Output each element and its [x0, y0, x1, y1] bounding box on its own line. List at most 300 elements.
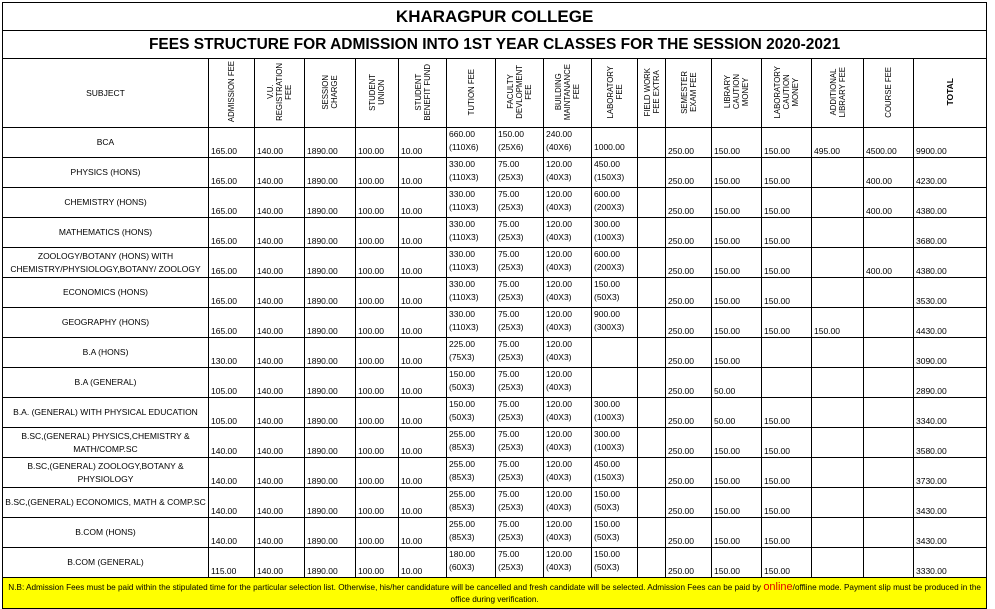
tution-cell: [447, 128, 496, 158]
course-cell: [864, 458, 914, 488]
tution-line: (110X6): [449, 142, 479, 152]
labcaution-cell: 150.00: [762, 218, 812, 248]
tution-line: 330.00: [449, 279, 475, 289]
admission-cell: 140.00: [209, 518, 255, 548]
addlib-cell: [812, 458, 864, 488]
tution-line: (85X3): [449, 532, 475, 542]
lab-line: 600.00: [594, 249, 620, 259]
column-header-line: ADDITIONAL: [828, 68, 838, 116]
course-cell: 4500.00: [864, 128, 914, 158]
tution-line: (110X3): [449, 262, 479, 272]
addlib-cell: [812, 218, 864, 248]
union-cell: 100.00: [356, 248, 399, 278]
sem-cell: 250.00: [666, 428, 712, 458]
tution-cell: [447, 248, 496, 278]
labcaution-cell: 150.00: [762, 518, 812, 548]
faculty-line: 75.00: [498, 279, 520, 289]
building-line: 120.00: [546, 219, 572, 229]
building-cell: [544, 308, 592, 338]
admission-cell: 130.00: [209, 338, 255, 368]
sem-cell: 250.00: [666, 338, 712, 368]
building-line: 120.00: [546, 369, 572, 379]
faculty-line: (25X6): [498, 142, 524, 152]
column-header-line: BUILDING: [554, 73, 563, 111]
lab-line: (50X3): [594, 502, 620, 512]
tution-cell: [447, 278, 496, 308]
lab-line: (50X3): [594, 532, 620, 542]
libcaution-cell: 150.00: [712, 188, 762, 218]
addlib-cell: [812, 548, 864, 578]
session-cell: 1890.00: [305, 428, 356, 458]
vu-cell: 140.00: [255, 518, 305, 548]
admission-cell: 165.00: [209, 308, 255, 338]
total-cell: 4230.00: [914, 158, 987, 188]
vu-cell: 140.00: [255, 218, 305, 248]
subject-cell: BCA: [3, 128, 209, 158]
building-line: (40X3): [546, 352, 572, 362]
column-header-line: EXAM FEE: [688, 72, 698, 112]
tution-line: 180.00: [449, 549, 475, 559]
faculty-cell: [496, 488, 544, 518]
total-cell: 3090.00: [914, 338, 987, 368]
sem-cell: 250.00: [666, 398, 712, 428]
column-header: [305, 59, 356, 128]
faculty-cell: [496, 308, 544, 338]
building-cell: [544, 338, 592, 368]
column-header-line: CAUTION: [732, 74, 741, 110]
column-header-line: LABORATORY: [773, 65, 782, 119]
tution-cell: [447, 548, 496, 578]
labcaution-cell: 150.00: [762, 488, 812, 518]
sem-cell: 250.00: [666, 548, 712, 578]
lab-line: 900.00: [594, 309, 620, 319]
subject-cell: PHYSICS (HONS): [3, 158, 209, 188]
lab-line: 300.00: [594, 399, 620, 409]
course-cell: [864, 428, 914, 458]
table-row: [3, 368, 987, 398]
benefit-cell: 10.00: [399, 488, 447, 518]
tution-cell: [447, 368, 496, 398]
column-header-label: [506, 65, 533, 119]
column-header-label: [773, 66, 800, 118]
course-cell: [864, 368, 914, 398]
column-header: [812, 59, 864, 128]
building-line: 120.00: [546, 429, 572, 439]
lab-cell: [592, 308, 638, 338]
total-cell: 3530.00: [914, 278, 987, 308]
subject-cell: CHEMISTRY (HONS): [3, 188, 209, 218]
faculty-line: (25X3): [498, 412, 524, 422]
admission-cell: 105.00: [209, 398, 255, 428]
tution-line: (110X3): [449, 292, 479, 302]
lab-cell: [592, 278, 638, 308]
vu-cell: 140.00: [255, 548, 305, 578]
course-cell: [864, 338, 914, 368]
lab-line: (200X3): [594, 262, 625, 272]
addlib-cell: [812, 158, 864, 188]
table-row: [3, 428, 987, 458]
lab-line: [594, 368, 635, 381]
faculty-cell: [496, 188, 544, 218]
building-cell: [544, 458, 592, 488]
column-header-line: MONEY: [741, 77, 750, 107]
admission-cell: 165.00: [209, 158, 255, 188]
lab-line: (150X3): [594, 472, 625, 482]
subject-cell: B.COM (GENERAL): [3, 548, 209, 578]
column-header-line: LIBRARY FEE: [837, 66, 847, 118]
total-cell: 4430.00: [914, 308, 987, 338]
column-header: [914, 59, 987, 128]
field-cell: [638, 278, 666, 308]
column-header-label: [723, 74, 750, 109]
lab-line: (50X3): [594, 292, 620, 302]
tution-line: 330.00: [449, 219, 475, 229]
vu-cell: 140.00: [255, 458, 305, 488]
faculty-cell: [496, 518, 544, 548]
libcaution-cell: 150.00: [712, 218, 762, 248]
note-text-after: /offline mode. Payment slip must be produced in the office during verification.: [450, 582, 981, 604]
total-cell: 3580.00: [914, 428, 987, 458]
column-header: [255, 59, 305, 128]
vu-cell: 140.00: [255, 308, 305, 338]
building-cell: [544, 158, 592, 188]
union-cell: 100.00: [356, 308, 399, 338]
column-header-label: [554, 64, 581, 120]
admission-cell: 165.00: [209, 128, 255, 158]
building-cell: [544, 218, 592, 248]
tution-cell: [447, 308, 496, 338]
tution-line: (60X3): [449, 562, 475, 572]
column-header: [592, 59, 638, 128]
vu-cell: 140.00: [255, 368, 305, 398]
session-cell: 1890.00: [305, 278, 356, 308]
building-line: 120.00: [546, 279, 572, 289]
column-header: [356, 59, 399, 128]
faculty-line: 75.00: [498, 399, 520, 409]
column-header-line: FEE: [524, 84, 533, 100]
column-header: [447, 59, 496, 128]
admission-cell: 115.00: [209, 548, 255, 578]
lab-cell: [592, 218, 638, 248]
column-header: [712, 59, 762, 128]
faculty-line: 75.00: [498, 339, 520, 349]
field-cell: [638, 218, 666, 248]
lab-line: (100X3): [594, 442, 625, 452]
table-row: [3, 188, 987, 218]
field-cell: [638, 518, 666, 548]
table-row: [3, 488, 987, 518]
faculty-line: (25X3): [498, 292, 524, 302]
tution-line: (75X3): [449, 352, 475, 362]
admission-note: [3, 578, 987, 609]
field-cell: [638, 248, 666, 278]
building-line: (40X3): [546, 412, 572, 422]
column-header: [544, 59, 592, 128]
tution-line: 255.00: [449, 459, 475, 469]
tution-cell: [447, 158, 496, 188]
total-cell: 2890.00: [914, 368, 987, 398]
field-cell: [638, 308, 666, 338]
addlib-cell: [812, 338, 864, 368]
addlib-cell: [812, 368, 864, 398]
lab-line: 450.00: [594, 459, 620, 469]
column-header-line: FEE EXTRA: [651, 70, 661, 114]
column-header-line: COURSE FEE: [884, 66, 893, 118]
lab-line: (300X3): [594, 322, 625, 332]
union-cell: 100.00: [356, 218, 399, 248]
tution-cell: [447, 338, 496, 368]
tution-line: (85X3): [449, 502, 475, 512]
table-row: [3, 158, 987, 188]
vu-cell: 140.00: [255, 188, 305, 218]
building-line: (40X3): [546, 442, 572, 452]
union-cell: 100.00: [356, 368, 399, 398]
sem-cell: 250.00: [666, 188, 712, 218]
building-line: (40X3): [546, 292, 572, 302]
faculty-line: 150.00: [498, 129, 524, 139]
tution-line: (50X3): [449, 382, 475, 392]
column-header-line: FEE: [572, 84, 581, 100]
vu-cell: 140.00: [255, 248, 305, 278]
union-cell: 100.00: [356, 488, 399, 518]
union-cell: 100.00: [356, 398, 399, 428]
benefit-cell: 10.00: [399, 548, 447, 578]
course-cell: [864, 488, 914, 518]
field-cell: [638, 428, 666, 458]
building-line: (40X6): [546, 142, 572, 152]
union-cell: 100.00: [356, 548, 399, 578]
faculty-cell: [496, 278, 544, 308]
column-header-label: [414, 64, 432, 121]
tution-line: 660.00: [449, 129, 475, 139]
faculty-line: (25X3): [498, 232, 524, 242]
fee-structure-sheet: [2, 2, 985, 609]
admission-cell: 140.00: [209, 428, 255, 458]
lab-line: 150.00: [594, 519, 620, 529]
faculty-cell: [496, 248, 544, 278]
building-line: 120.00: [546, 519, 572, 529]
labcaution-cell: 150.00: [762, 548, 812, 578]
session-cell: 1890.00: [305, 398, 356, 428]
column-header-line: CHARGE: [330, 75, 339, 109]
column-header-line: BENEFIT FUND: [422, 63, 432, 121]
sem-cell: 250.00: [666, 458, 712, 488]
column-header-line: FIELD WORK: [642, 67, 652, 117]
column-header-line: REGISTRATION: [275, 63, 284, 121]
table-row: [3, 128, 987, 158]
subject-cell: ZOOLOGY/BOTANY (HONS) WITH CHEMISTRY/PHYSIOLOGY,BOTANY/ ZOOLOGY: [3, 248, 209, 278]
faculty-line: (25X3): [498, 352, 524, 362]
column-header-label: [946, 78, 955, 106]
total-cell: 4380.00: [914, 188, 987, 218]
faculty-cell: [496, 428, 544, 458]
addlib-cell: [812, 398, 864, 428]
vu-cell: 140.00: [255, 158, 305, 188]
lab-cell: [592, 368, 638, 398]
vu-cell: 140.00: [255, 128, 305, 158]
benefit-cell: 10.00: [399, 308, 447, 338]
admission-cell: 165.00: [209, 218, 255, 248]
lab-line: (100X3): [594, 232, 625, 242]
benefit-cell: 10.00: [399, 338, 447, 368]
column-header: [762, 59, 812, 128]
libcaution-cell: 150.00: [712, 338, 762, 368]
total-cell: 3340.00: [914, 398, 987, 428]
libcaution-cell: 150.00: [712, 428, 762, 458]
labcaution-cell: 150.00: [762, 188, 812, 218]
tution-line: (85X3): [449, 442, 475, 452]
faculty-line: (25X3): [498, 532, 524, 542]
tution-cell: [447, 188, 496, 218]
lab-line: [594, 338, 635, 351]
total-cell: 3430.00: [914, 488, 987, 518]
table-row: [3, 278, 987, 308]
benefit-cell: 10.00: [399, 158, 447, 188]
faculty-line: (25X3): [498, 172, 524, 182]
faculty-cell: [496, 368, 544, 398]
session-cell: 1890.00: [305, 248, 356, 278]
sem-cell: 250.00: [666, 128, 712, 158]
column-header-label: [884, 67, 893, 118]
sem-cell: 250.00: [666, 488, 712, 518]
addlib-cell: [812, 518, 864, 548]
lab-line: 150.00: [594, 549, 620, 559]
tution-cell: [447, 218, 496, 248]
tution-cell: [447, 518, 496, 548]
union-cell: 100.00: [356, 158, 399, 188]
building-cell: [544, 278, 592, 308]
tution-line: 330.00: [449, 249, 475, 259]
field-cell: [638, 548, 666, 578]
faculty-line: 75.00: [498, 489, 520, 499]
vu-cell: 140.00: [255, 398, 305, 428]
lab-line: 1000.00: [594, 142, 625, 152]
tution-line: 255.00: [449, 489, 475, 499]
column-header-line: UNION: [377, 79, 386, 105]
lab-cell: [592, 488, 638, 518]
tution-line: 225.00: [449, 339, 475, 349]
lab-cell: [592, 428, 638, 458]
admission-cell: 140.00: [209, 488, 255, 518]
column-header-label: [227, 61, 236, 122]
benefit-cell: 10.00: [399, 188, 447, 218]
tution-line: 330.00: [449, 189, 475, 199]
faculty-cell: [496, 458, 544, 488]
building-line: (40X3): [546, 562, 572, 572]
table-row: [3, 308, 987, 338]
labcaution-cell: 150.00: [762, 458, 812, 488]
subject-cell: B.A (HONS): [3, 338, 209, 368]
lab-line: 300.00: [594, 429, 620, 439]
column-header-label: [368, 74, 386, 111]
session-cell: 1890.00: [305, 158, 356, 188]
session-cell: 1890.00: [305, 458, 356, 488]
session-cell: 1890.00: [305, 548, 356, 578]
labcaution-cell: 150.00: [762, 398, 812, 428]
column-header-label: [606, 66, 624, 118]
lab-line: [594, 351, 635, 364]
faculty-line: 75.00: [498, 189, 520, 199]
column-header-line: DEVLOPMENT: [515, 65, 524, 119]
column-header-line: MAINTANANCE: [563, 63, 572, 121]
labcaution-cell: 150.00: [762, 158, 812, 188]
tution-cell: [447, 458, 496, 488]
building-line: (40X3): [546, 532, 572, 542]
labcaution-cell: 150.00: [762, 248, 812, 278]
column-header-line: MONEY: [791, 77, 800, 107]
lab-cell: [592, 188, 638, 218]
building-line: 120.00: [546, 249, 572, 259]
labcaution-cell: [762, 338, 812, 368]
benefit-cell: 10.00: [399, 518, 447, 548]
total-cell: 3330.00: [914, 548, 987, 578]
lab-cell: [592, 398, 638, 428]
column-header-line: TUTION FEE: [466, 68, 476, 116]
session-cell: 1890.00: [305, 218, 356, 248]
building-line: 120.00: [546, 489, 572, 499]
benefit-cell: 10.00: [399, 218, 447, 248]
lab-line: (150X3): [594, 172, 625, 182]
tution-line: 150.00: [449, 369, 475, 379]
lab-line: 600.00: [594, 189, 620, 199]
table-row: [3, 518, 987, 548]
tution-line: 255.00: [449, 519, 475, 529]
course-cell: [864, 278, 914, 308]
faculty-line: 75.00: [498, 459, 520, 469]
column-header-line: ADMISSION FEE: [227, 61, 236, 123]
faculty-cell: [496, 398, 544, 428]
faculty-line: 75.00: [498, 309, 520, 319]
lab-cell: [592, 518, 638, 548]
addlib-cell: [812, 188, 864, 218]
libcaution-cell: 150.00: [712, 488, 762, 518]
labcaution-cell: 150.00: [762, 128, 812, 158]
tution-line: (110X3): [449, 232, 479, 242]
column-header-label: [467, 69, 476, 115]
session-cell: 1890.00: [305, 128, 356, 158]
field-cell: [638, 158, 666, 188]
total-cell: 3430.00: [914, 518, 987, 548]
column-header-line: FACULTY: [506, 74, 515, 110]
building-line: (40X3): [546, 202, 572, 212]
admission-cell: 140.00: [209, 458, 255, 488]
admission-cell: 165.00: [209, 248, 255, 278]
column-header: [638, 59, 666, 128]
field-cell: [638, 368, 666, 398]
column-header: [209, 59, 255, 128]
column-header-label: [680, 71, 698, 114]
building-line: 120.00: [546, 189, 572, 199]
faculty-line: (25X3): [498, 442, 524, 452]
faculty-line: 75.00: [498, 249, 520, 259]
subject-cell: B.SC,(GENERAL) ZOOLOGY,BOTANY & PHYSIOLOGY: [3, 458, 209, 488]
subject-cell: B.COM (HONS): [3, 518, 209, 548]
lab-line: [594, 381, 635, 394]
header-row: [3, 59, 987, 128]
building-line: (40X3): [546, 172, 572, 182]
libcaution-cell: 150.00: [712, 518, 762, 548]
table-row: [3, 458, 987, 488]
union-cell: 100.00: [356, 128, 399, 158]
benefit-cell: 10.00: [399, 248, 447, 278]
tution-line: (85X3): [449, 472, 475, 482]
tution-line: 255.00: [449, 429, 475, 439]
addlib-cell: [812, 428, 864, 458]
faculty-line: (25X3): [498, 382, 524, 392]
building-line: 120.00: [546, 549, 572, 559]
building-cell: [544, 428, 592, 458]
benefit-cell: 10.00: [399, 278, 447, 308]
